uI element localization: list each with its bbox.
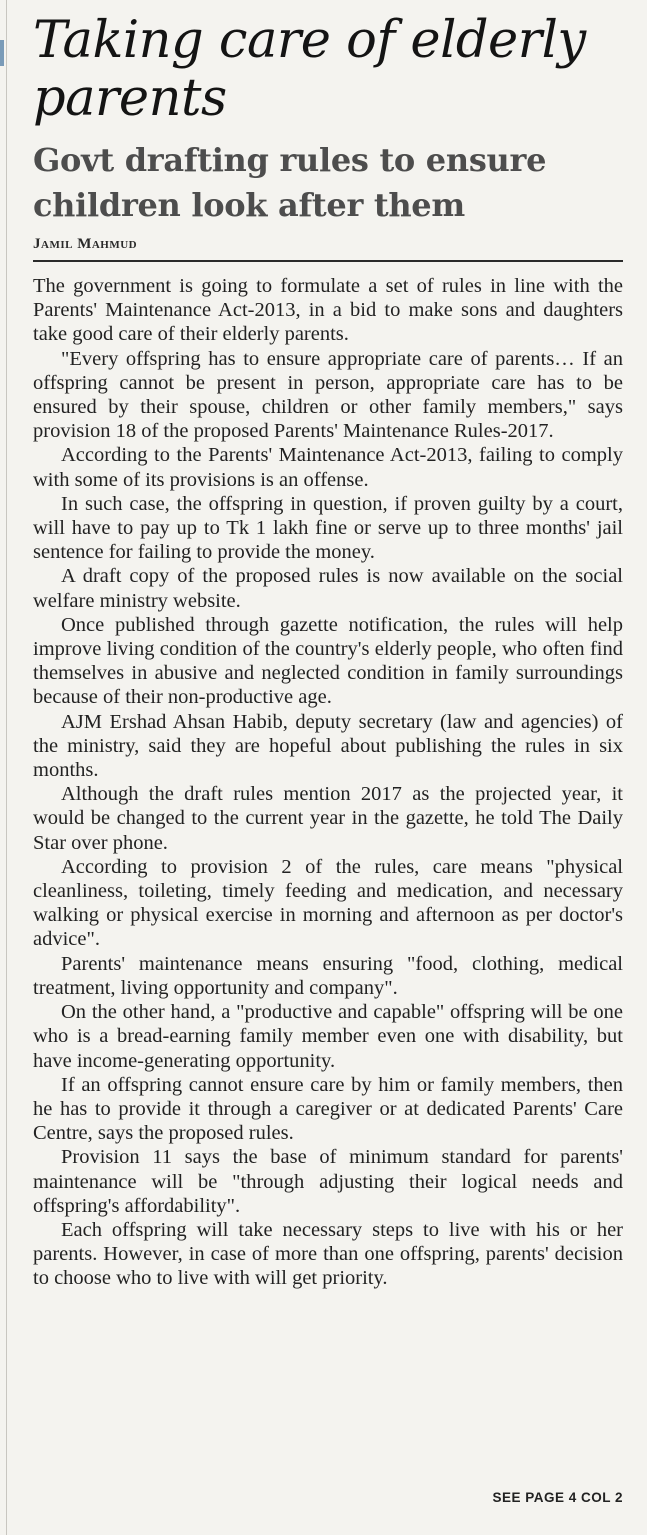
paragraph: Provision 11 says the base of minimum standard for parents' maintenance will be "through adjusting their logical needs and offspring's affordability". xyxy=(33,1146,623,1217)
paragraph: On the other hand, a "productive and capable" offspring will be one who is a bread-earning family member even one with disability, but have income-generating opportunity. xyxy=(33,1001,623,1072)
paragraph: If an offspring cannot ensure care by him or family members, then he has to provide it through a caregiver or at dedicated Parents' Care Centre, says the proposed rules. xyxy=(33,1073,623,1145)
article xyxy=(33,12,623,1291)
continued-jump-line: SEE PAGE 4 COL 2 xyxy=(492,1490,623,1505)
edge-color-mark xyxy=(0,40,4,66)
paragraph: A draft copy of the proposed rules is now available on the social welfare ministry website. xyxy=(33,565,623,612)
paragraph: According to the Parents' Maintenance Act-2013, failing to comply with some of its provisions is an offense. xyxy=(33,444,623,491)
headline: Taking care of elderly parents xyxy=(33,11,586,128)
paragraph: Although the draft rules mention 2017 as the projected year, it would be changed to the current year in the gazette, he told The Daily Star over phone. xyxy=(33,783,623,854)
paragraph: The government is going to formulate a set of rules in line with the Parents' Maintenance Act-2013, in a bid to make sons and daughters take good care of their elderly parents. xyxy=(33,275,623,346)
paragraph: Once published through gazette notification, the rules will help improve living condition of the country's elderly people, who often find themselves in abusive and neglected condition in family surroundings because of their non-productive age. xyxy=(33,613,623,709)
subhead: Govt drafting rules to ensure children look after them xyxy=(33,141,547,224)
article-body xyxy=(33,274,623,1291)
paragraph: "Every offspring has to ensure appropriate care of parents… If an offspring cannot be present in person, appropriate care has to be ensured by their spouse, children or other family members," says provision 18 of the proposed Parents' Maintenance Rules-2017. xyxy=(33,347,623,443)
paragraph: Each offspring will take necessary steps to live with his or her parents. However, in case of more than one offspring, parents' decision to choose who to live with will get priority. xyxy=(33,1218,623,1290)
column-divider xyxy=(6,0,7,1535)
byline: Jamil Mahmud xyxy=(33,236,138,252)
paragraph: In such case, the offspring in question, if proven guilty by a court, will have to pay up to Tk 1 lakh fine or serve up to three months' jail sentence for failing to provide the money. xyxy=(33,492,623,564)
paragraph: AJM Ershad Ahsan Habib, deputy secretary (law and agencies) of the ministry, said they are hopeful about publishing the rules in six months. xyxy=(33,710,623,782)
byline-rule xyxy=(33,260,623,262)
paragraph: According to provision 2 of the rules, care means "physical cleanliness, toileting, timely feeding and medication, and necessary walking or physical exercise in morning and afternoon as per doctor's advice". xyxy=(33,855,623,951)
paragraph: Parents' maintenance means ensuring "food, clothing, medical treatment, living opportunity and company". xyxy=(33,952,623,999)
